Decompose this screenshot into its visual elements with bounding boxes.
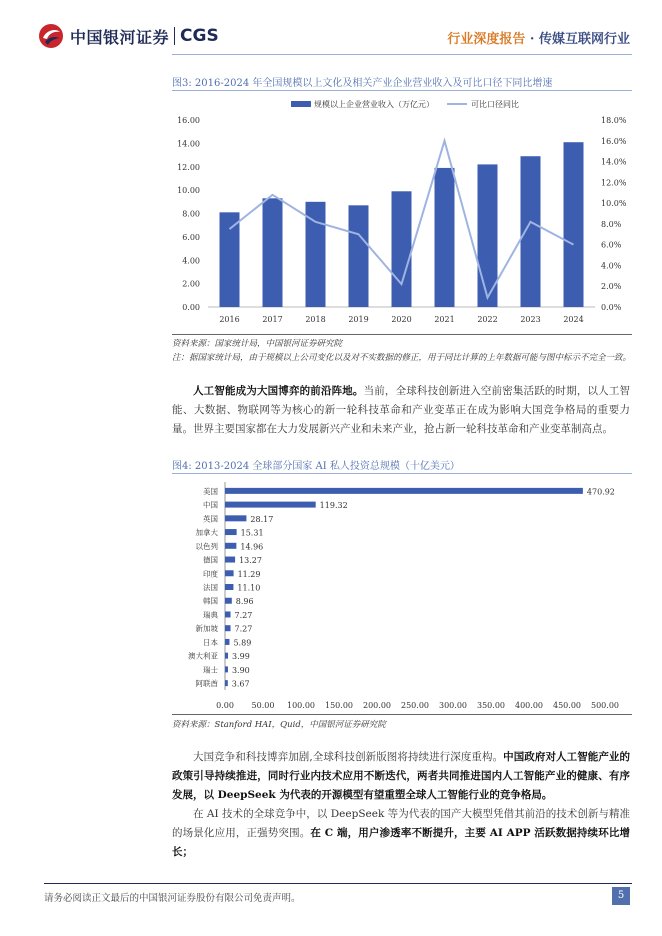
country-label: 新加坡 [195, 624, 218, 634]
x-tick-label: 2019 [348, 315, 369, 324]
para2-emphasis: 中国政府对人工智能产业的政策引导持续推进，同时行业内技术应用不断迭代，两者共同推进国内人工智能产业的健康、有序发展，以 DeepSeek 为代表的开源模型有望重塑全球人工智能行业的竞争格局。 [172, 751, 631, 801]
country-label: 澳大利亚 [188, 651, 218, 661]
investment-bar [225, 680, 228, 686]
y2-tick-label: 10.0% [601, 199, 627, 209]
figure4-source: 资料来源：Stanford HAI，Quid，中国银河证券研究院 [172, 720, 386, 730]
x-tick-label: 2016 [219, 315, 240, 324]
value-label: 470.92 [586, 487, 615, 497]
y2-tick-label: 0.0% [601, 303, 622, 312]
figure4-bottom-rule [172, 714, 632, 715]
country-label: 瑞士 [203, 665, 218, 675]
x-tick-label: 300.00 [439, 701, 467, 710]
para1-lead: 人工智能成为大国博弈的前沿阵地。 [193, 385, 364, 397]
investment-bar [225, 502, 316, 508]
y-tick-label: 6.00 [182, 232, 200, 242]
country-label: 德国 [203, 555, 218, 565]
country-label: 韩国 [203, 596, 218, 606]
revenue-bar [521, 156, 541, 307]
country-label: 日本 [203, 637, 218, 647]
investment-bar [225, 639, 229, 645]
y2-tick-label: 4.0% [601, 261, 622, 271]
y2-tick-label: 12.0% [601, 178, 627, 188]
figure3-title: 图3: 2016-2024 年全国规模以上文化及相关产业企业营业收入及可比口径下同比增速 [172, 78, 553, 89]
legend-bar-label: 规模以上企业营业收入（万亿元） [314, 100, 434, 109]
x-tick-label: 2017 [262, 315, 283, 324]
y-tick-label: 12.00 [177, 162, 200, 172]
investment-bar [225, 653, 228, 659]
footer-disclaimer: 请务必阅读正文最后的中国银河证券股份有限公司免责声明。 [44, 893, 301, 904]
x-tick-label: 350.00 [477, 701, 505, 710]
para2-body: 大国竞争和科技博弈加剧,全球科技创新版图将持续进行深度重构。 [193, 751, 504, 763]
value-label: 8.96 [235, 597, 254, 607]
x-tick-label: 400.00 [515, 701, 543, 710]
y2-tick-label: 14.0% [601, 157, 627, 167]
investment-bar [225, 666, 228, 672]
logo-chinese-name: 中国银河证券 [70, 27, 170, 47]
y2-tick-label: 18.0% [601, 116, 627, 125]
paragraph-deepseek [172, 805, 630, 862]
report-category [447, 28, 630, 47]
value-label: 14.96 [240, 542, 264, 552]
x-tick-label: 450.00 [553, 701, 581, 710]
y-tick-label: 14.00 [177, 139, 200, 149]
investment-bar [225, 488, 583, 494]
figure3-bottom-rule [172, 334, 632, 335]
cgs-logo-icon [38, 23, 64, 49]
revenue-bar [564, 142, 584, 307]
value-label: 13.27 [239, 556, 262, 566]
country-label: 中国 [203, 500, 218, 510]
revenue-bar [392, 191, 412, 307]
investment-bar [225, 529, 237, 535]
figure3-top-rule [172, 90, 632, 91]
investment-bar [225, 515, 246, 521]
bars [225, 487, 615, 688]
x-tick-label: 500.00 [591, 701, 619, 710]
value-label: 11.10 [237, 583, 261, 593]
y-tick-label: 8.00 [182, 209, 200, 219]
y-tick-label: 16.00 [177, 116, 200, 125]
country-label: 美国 [203, 486, 218, 496]
revenue-bar [220, 212, 240, 307]
country-label: 加拿大 [195, 528, 218, 538]
revenue-bar [349, 205, 369, 307]
industry-name: 传媒互联网行业 [538, 32, 630, 47]
y2-tick-label: 8.0% [601, 219, 622, 229]
y2-tick-label: 16.0% [601, 136, 627, 146]
y-tick-label: 0.00 [182, 303, 200, 312]
investment-bar [225, 611, 231, 617]
x-tick-label: 2024 [563, 315, 584, 324]
value-label: 11.29 [237, 569, 261, 579]
country-label: 瑞典 [203, 610, 218, 620]
x-tick-label: 100.00 [287, 701, 315, 710]
revenue-bar [263, 198, 283, 307]
value-label: 119.32 [319, 501, 348, 511]
legend-line-label: 可比口径同比 [471, 100, 519, 109]
para3-body: 在 AI 技术的全球竞争中，以 DeepSeek 等为代表的国产大模型凭借其前沿的技术创新与精准的场景化应用，正强势突围。 [172, 808, 630, 839]
legend [291, 99, 519, 109]
figure4-title: 图4: 2013-2024 全球部分国家 AI 私人投资总规模（十亿美元） [172, 461, 460, 472]
paragraph-policy [172, 748, 630, 805]
y-tick-label: 4.00 [182, 256, 200, 266]
figure4-chart [0, 475, 662, 715]
x-tick-label: 0.00 [216, 701, 234, 710]
header-divider [172, 54, 632, 55]
x-tick-label: 250.00 [401, 701, 429, 710]
investment-bar [225, 598, 232, 604]
x-tick-label: 150.00 [325, 701, 353, 710]
paragraph-ai-frontier [172, 382, 630, 439]
y-tick-label: 2.00 [182, 279, 200, 289]
x-tick-label: 2023 [520, 315, 541, 324]
investment-bar [225, 543, 236, 549]
page-header [0, 0, 662, 58]
page-number: 5 [612, 887, 630, 905]
para3-emphasis: 在 C 端，用户渗透率不断提升，主要 AI APP 活跃数据持续环比增长； [172, 827, 630, 858]
figure3-chart [0, 92, 662, 332]
x-tick-label: 2022 [477, 315, 498, 324]
y2-tick-label: 2.0% [601, 282, 622, 292]
country-label: 以色列 [195, 541, 218, 551]
investment-bar [225, 557, 235, 563]
country-label: 法国 [203, 583, 218, 592]
value-label: 7.27 [234, 610, 253, 620]
logo-separator [174, 27, 175, 45]
x-tick-label: 50.00 [251, 701, 275, 710]
figure3-note: 注：据国家统计局，由于规模以上公司变化以及对不实数据的修正，用于同比计算的上年数据可能与图中标示不完全一致。 [172, 353, 632, 363]
revenue-bar [435, 168, 455, 307]
legend-bar-swatch [291, 101, 311, 107]
value-label: 3.99 [232, 652, 250, 662]
value-label: 5.89 [233, 638, 252, 648]
logo-english-name: CGS [180, 26, 219, 46]
value-label: 3.90 [231, 665, 250, 675]
header-dot: · [529, 32, 535, 47]
company-logo [38, 22, 219, 50]
x-tick-label: 200.00 [363, 701, 391, 710]
x-tick-label: 2021 [434, 315, 455, 324]
country-label: 阿联酋 [195, 679, 218, 689]
value-label: 7.27 [234, 624, 253, 634]
footer-divider [44, 883, 632, 884]
x-tick-label: 2020 [391, 315, 412, 324]
value-label: 15.31 [240, 528, 264, 538]
country-label: 英国 [203, 514, 218, 524]
figure4-top-rule [172, 473, 632, 474]
investment-bar [225, 625, 231, 631]
report-type: 行业深度报告 [447, 32, 526, 47]
investment-bar [225, 584, 233, 590]
para1-body: 当前，全球科技创新进入空前密集活跃的时期，以人工智能、大数据、物联网等为核心的新一轮科技革命和产业变革正在成为影响大国竞争格局的重要力量。世界主要国家都在大力发展新兴产业和未来产业，抢占新一轮科技革命和产业变革制高点。 [172, 385, 631, 435]
value-label: 3.67 [231, 679, 250, 689]
x-tick-label: 2018 [305, 315, 326, 324]
figure3-source: 资料来源：国家统计局，中国银河证券研究院 [172, 339, 343, 349]
y2-tick-label: 6.0% [601, 240, 622, 250]
value-label: 28.17 [250, 514, 274, 524]
investment-bar [225, 570, 234, 576]
country-label: 印度 [203, 569, 218, 579]
y-tick-label: 10.00 [177, 186, 200, 196]
